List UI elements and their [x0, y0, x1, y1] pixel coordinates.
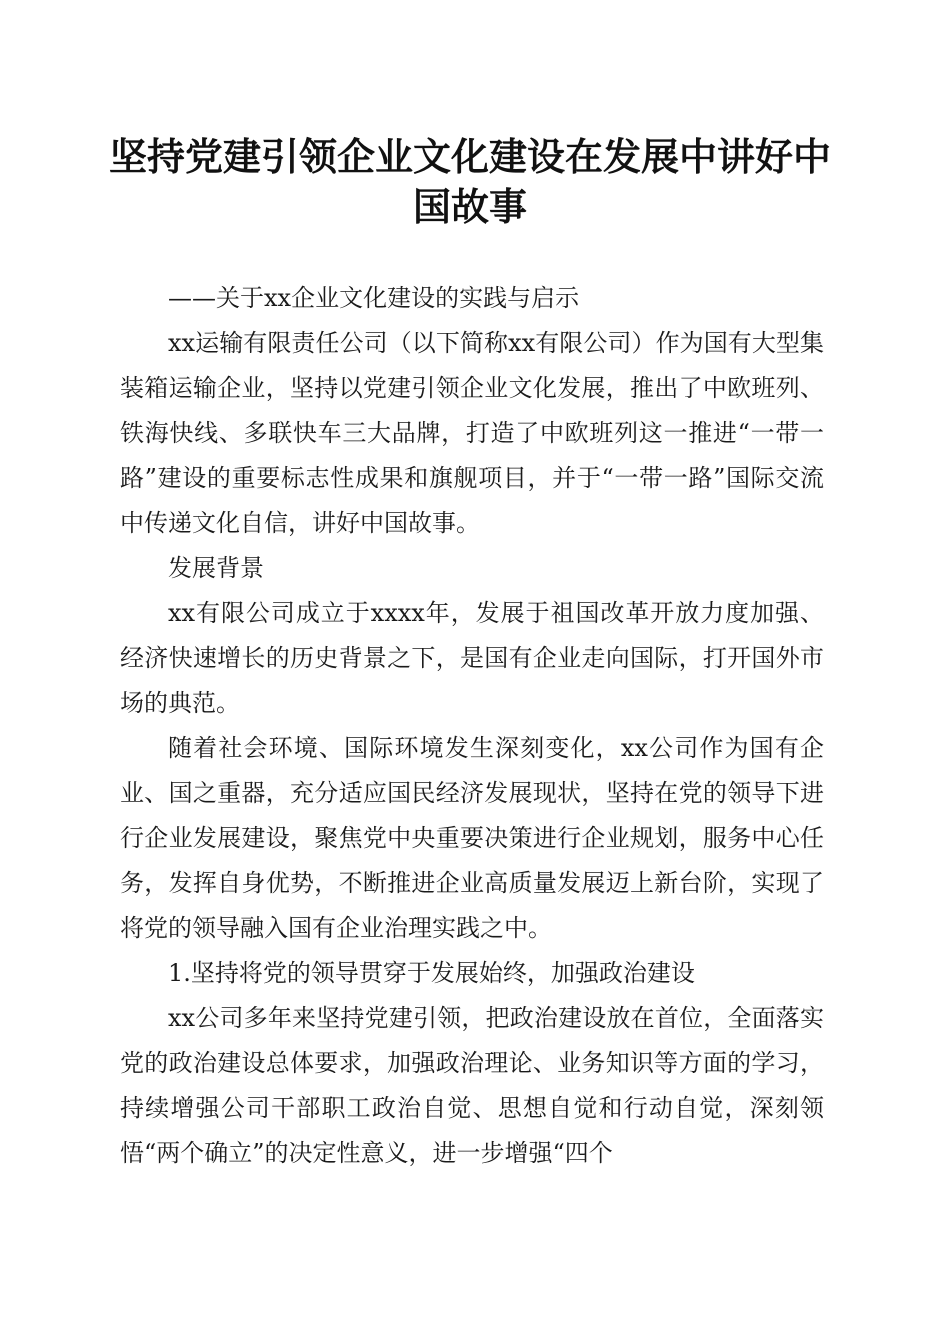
subtitle-paragraph: ——关于xx企业文化建设的实践与启示	[168, 284, 580, 312]
background-paragraph-1: xx有限公司成立于xxxx年，发展于祖国改革开放力度加强、经济快速增长的历史背景之下，是国有企业走向国际，打开国外市场的典范。	[120, 599, 824, 717]
intro-paragraph: xx运输有限责任公司（以下简称xx有限公司）作为国有大型集装箱运输企业，坚持以党建引领企业文化发展，推出了中欧班列、铁海快线、多联快车三大品牌，打造了中欧班列这一推进“一带一路”建设的重要标志性成果和旗舰项目，并于“一带一路”国际交流中传递文化自信，讲好中国故事。	[120, 329, 824, 537]
document-body	[120, 276, 824, 1176]
section-heading-background: 发展背景	[168, 554, 264, 582]
section-1-paragraph: xx公司多年来坚持党建引领，把政治建设放在首位，全面落实党的政治建设总体要求，加强政治理论、业务知识等方面的学习，持续增强公司干部职工政治自觉、思想自觉和行动自觉，深刻领悟“两个确立”的决定性意义，进一步增强“四个	[120, 1004, 824, 1167]
section-heading-1: 1.坚持将党的领导贯穿于发展始终，加强政治建设	[168, 959, 695, 987]
document-title: 坚持党建引领企业文化建设在发展中讲好中国故事	[108, 134, 831, 229]
background-paragraph-2: 随着社会环境、国际环境发生深刻变化，xx公司作为国有企业、国之重器，充分适应国民经济发展现状，坚持在党的领导下进行企业发展建设，聚焦党中央重要决策进行企业规划，服务中心任务，发挥自身优势，不断推进企业高质量发展迈上新台阶，实现了将党的领导融入国有企业治理实践之中。	[120, 734, 824, 942]
